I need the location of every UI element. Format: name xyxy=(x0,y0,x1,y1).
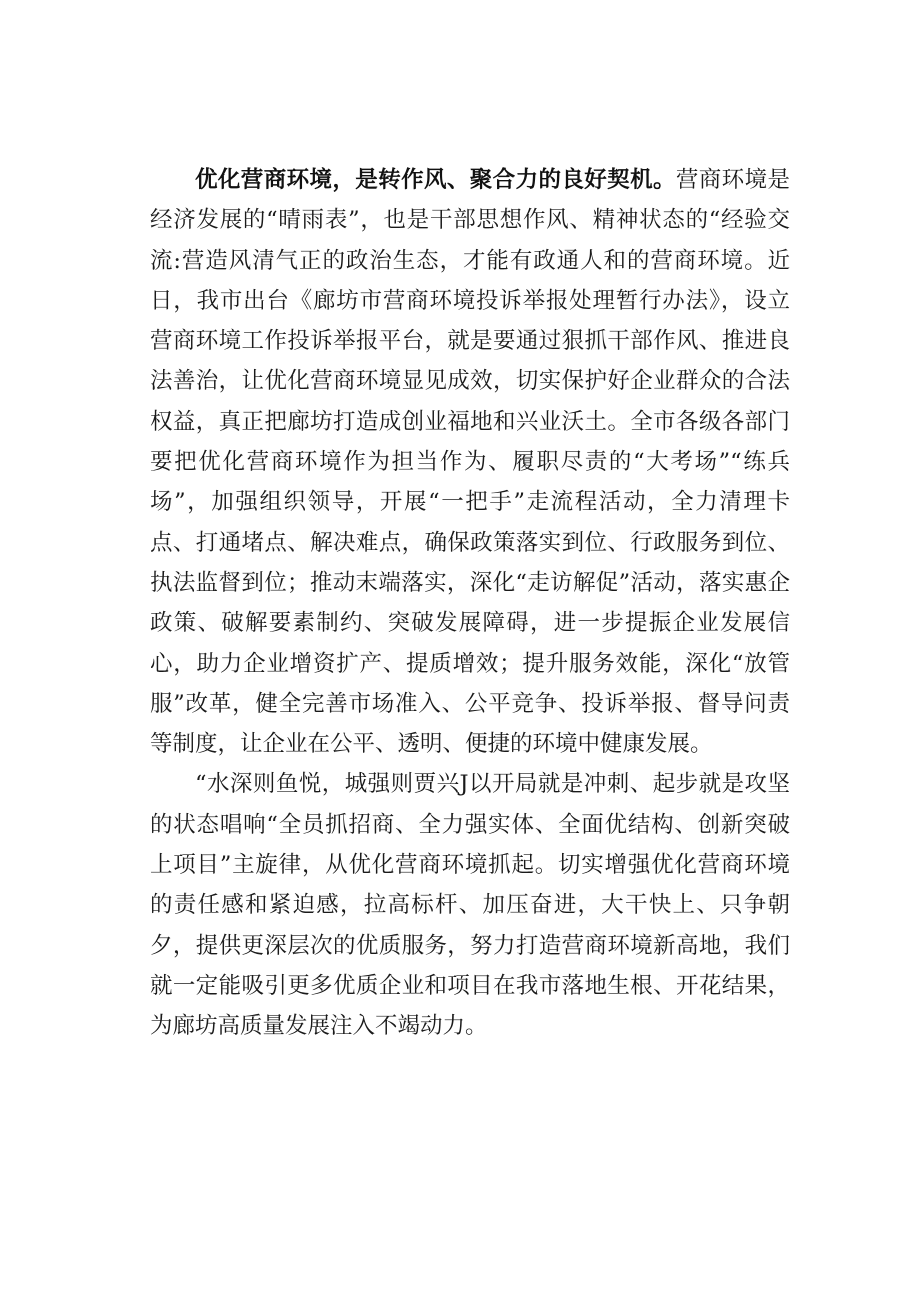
document-body xyxy=(150,160,790,1047)
paragraph-1-body: 营商环境是经济发展的“晴雨表”，也是干部思想作风、精神状态的“经验交流:营造风清气正的政治生态，才能有政通人和的营商环境。近日，我市出台《廊坊市营商环境投诉举报处理暂行办法》，设立营商环境工作投诉举报平台，就是要通过狠抓干部作风、推进良法善治，让优化营商环境显见成效，切实保护好企业群众的合法权益，真正把廊坊打造成创业福地和兴业沃土。全市各级各部门要把优化营商环境作为担当作为、履职尽责的“大考场”“练兵场”，加强组织领导，开展“一把手”走流程活动，全力清理卡点、打通堵点、解决难点，确保政策落实到位、行政服务到位、执法监督到位；推动末端落实，深化“走访解促”活动，落实惠企政策、破解要素制约、突破发展障碍，进一步提振企业发展信心，助力企业增资扩产、提质增效；提升服务效能，深化“放管服”改革，健全完善市场准入、公平竞争、投诉举报、督导问责等制度，让企业在公平、透明、便捷的环境中健康发展。 xyxy=(150,167,790,758)
paragraph-2 xyxy=(150,764,790,1046)
paragraph-1-lead: 优化营商环境，是转作风、聚合力的良好契机。 xyxy=(195,167,676,193)
paragraph-1 xyxy=(150,160,790,764)
paragraph-2-body: “水深则鱼悦，城强则贾兴J以开局就是冲刺、起步就是攻坚的状态唱响“全员抓招商、全力强实体、全面优结构、创新突破上项目”主旋律，从优化营商环境抓起。切实增强优化营商环境的责任感和紧迫感，拉高标杆、加压奋进，大干快上、只争朝夕，提供更深层次的优质服务，努力打造营商环境新高地，我们就一定能吸引更多优质企业和项目在我市落地生根、开花结果，为廊坊高质量发展注入不竭动力。 xyxy=(150,771,790,1040)
